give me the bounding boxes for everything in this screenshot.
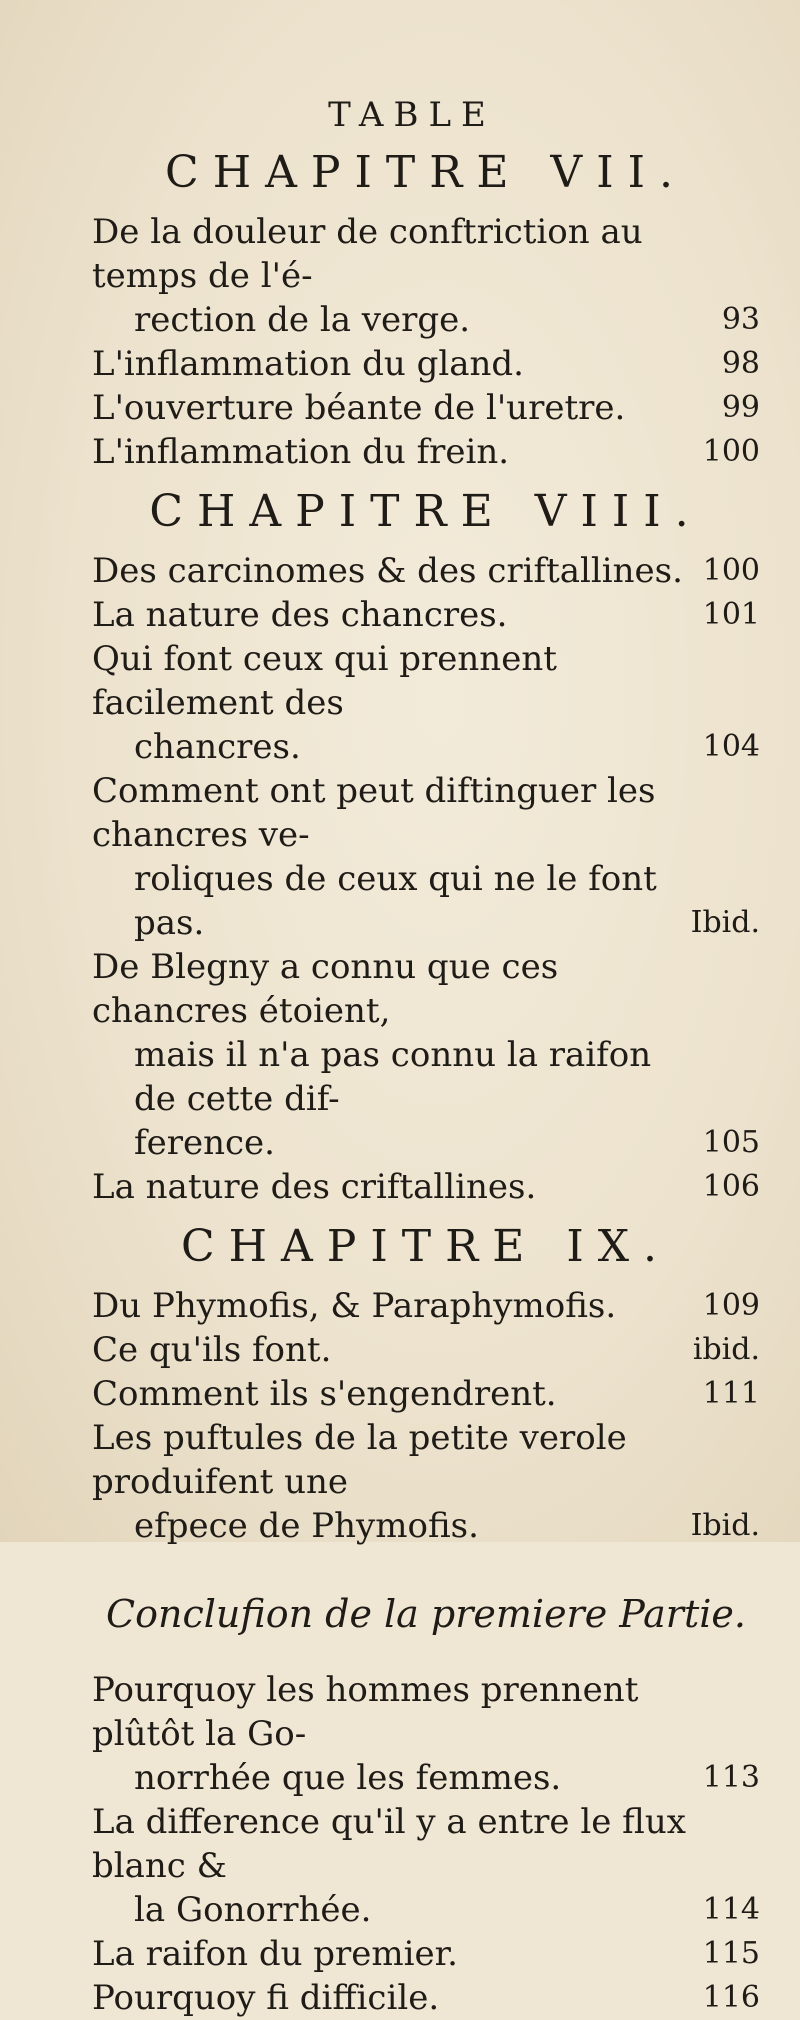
- page-number: 101: [702, 597, 760, 632]
- page-number: 100: [702, 434, 760, 469]
- page-header: TABLE: [328, 95, 496, 135]
- toc-entry: [92, 945, 760, 1165]
- entry-text-line: Qui font ceux qui prennent facilement des: [92, 639, 557, 723]
- entry-text-line: L'inflammation du gland.: [92, 344, 524, 384]
- table-of-contents: [92, 95, 760, 2020]
- entry-text-line: Comment ont peut diftinguer les chancres ve-: [92, 771, 656, 855]
- toc-entry: [92, 1800, 760, 1932]
- entry-text-line: Du Phymofis, & Paraphymofis.: [92, 1286, 617, 1326]
- chapter-heading: CHAPITRE VIII.: [149, 486, 703, 537]
- page-number: 109: [702, 1288, 760, 1323]
- page-number: Ibid.: [690, 905, 760, 940]
- page-number: 104: [702, 729, 760, 764]
- conclusion-heading: Conclufion de la premiere Partie.: [106, 1592, 746, 1636]
- chapter-heading: CHAPITRE VII.: [165, 147, 687, 198]
- toc-entry: [92, 210, 760, 342]
- toc-entry: [92, 769, 760, 945]
- entry-text-line: Pourquoy les hommes prennent plûtôt la Go-: [92, 1670, 639, 1754]
- page-number: 99: [721, 390, 760, 425]
- toc-entry: [92, 549, 760, 593]
- page-number: 111: [702, 1376, 760, 1411]
- page-number: 116: [702, 1980, 760, 2015]
- toc-entry: [92, 342, 760, 386]
- entry-text-line: Comment ils s'engendrent.: [92, 1374, 557, 1414]
- toc-entry: [92, 1668, 760, 1800]
- sections: [92, 147, 760, 2020]
- toc-entry: [92, 593, 760, 637]
- chapter-heading: CHAPITRE IX.: [180, 1221, 672, 1272]
- toc-entry: [92, 1416, 760, 1548]
- entry-text-line: La nature des criftallines.: [92, 1167, 537, 1207]
- entry-text-line: La nature des chancres.: [92, 595, 508, 635]
- entry-text-line: Pourquoy fi difficile.: [92, 1978, 440, 2018]
- entry-text-line: L'inflammation du frein.: [92, 432, 510, 472]
- toc-entry: [92, 1372, 760, 1416]
- page-number: 115: [702, 1936, 760, 1971]
- entry-text-line: mais il n'a pas connu la raifon de cette dif-: [134, 1035, 652, 1119]
- entry-text-line: roliques de ceux qui ne le font pas.: [134, 859, 657, 943]
- page-number: 106: [702, 1169, 760, 1204]
- toc-entry: [92, 430, 760, 474]
- entry-text-line: De la douleur de conftriction au temps de l'é-: [92, 212, 643, 296]
- page-number: 100: [702, 553, 760, 588]
- entry-text-line: Des carcinomes & des criftallines.: [92, 551, 683, 591]
- entry-text-line: Ce qu'ils font.: [92, 1330, 332, 1370]
- page-number: Ibid.: [690, 1508, 760, 1543]
- page-number: 105: [702, 1125, 760, 1160]
- entry-text-line: Les puftules de la petite verole produifent une: [92, 1418, 627, 1502]
- entry-text-line: La raifon du premier.: [92, 1934, 458, 1974]
- page-number: 113: [702, 1760, 760, 1795]
- entry-text-line: ference.: [134, 1123, 275, 1163]
- toc-entry: [92, 1328, 760, 1372]
- entry-text-line: La difference qu'il y a entre le flux blanc &: [92, 1802, 686, 1886]
- toc-entry: [92, 1932, 760, 1976]
- page-number: 114: [702, 1892, 760, 1927]
- entry-text-line: De Blegny a connu que ces chancres étoient,: [92, 947, 559, 1031]
- toc-entry: [92, 386, 760, 430]
- entry-text-line: norrhée que les femmes.: [134, 1758, 562, 1798]
- page-number: 98: [721, 346, 760, 381]
- entry-text-line: L'ouverture béante de l'uretre.: [92, 388, 626, 428]
- entry-text-line: efpece de Phymofis.: [134, 1506, 479, 1546]
- toc-entry: [92, 1976, 760, 2020]
- entry-text-line: la Gonorrhée.: [134, 1890, 372, 1930]
- toc-entry: [92, 1284, 760, 1328]
- page-number: ibid.: [692, 1332, 760, 1367]
- toc-entry: [92, 1165, 760, 1209]
- page-number: 93: [721, 302, 760, 337]
- entry-text-line: chancres.: [134, 727, 301, 767]
- entry-text-line: rection de la verge.: [134, 300, 471, 340]
- toc-entry: [92, 637, 760, 769]
